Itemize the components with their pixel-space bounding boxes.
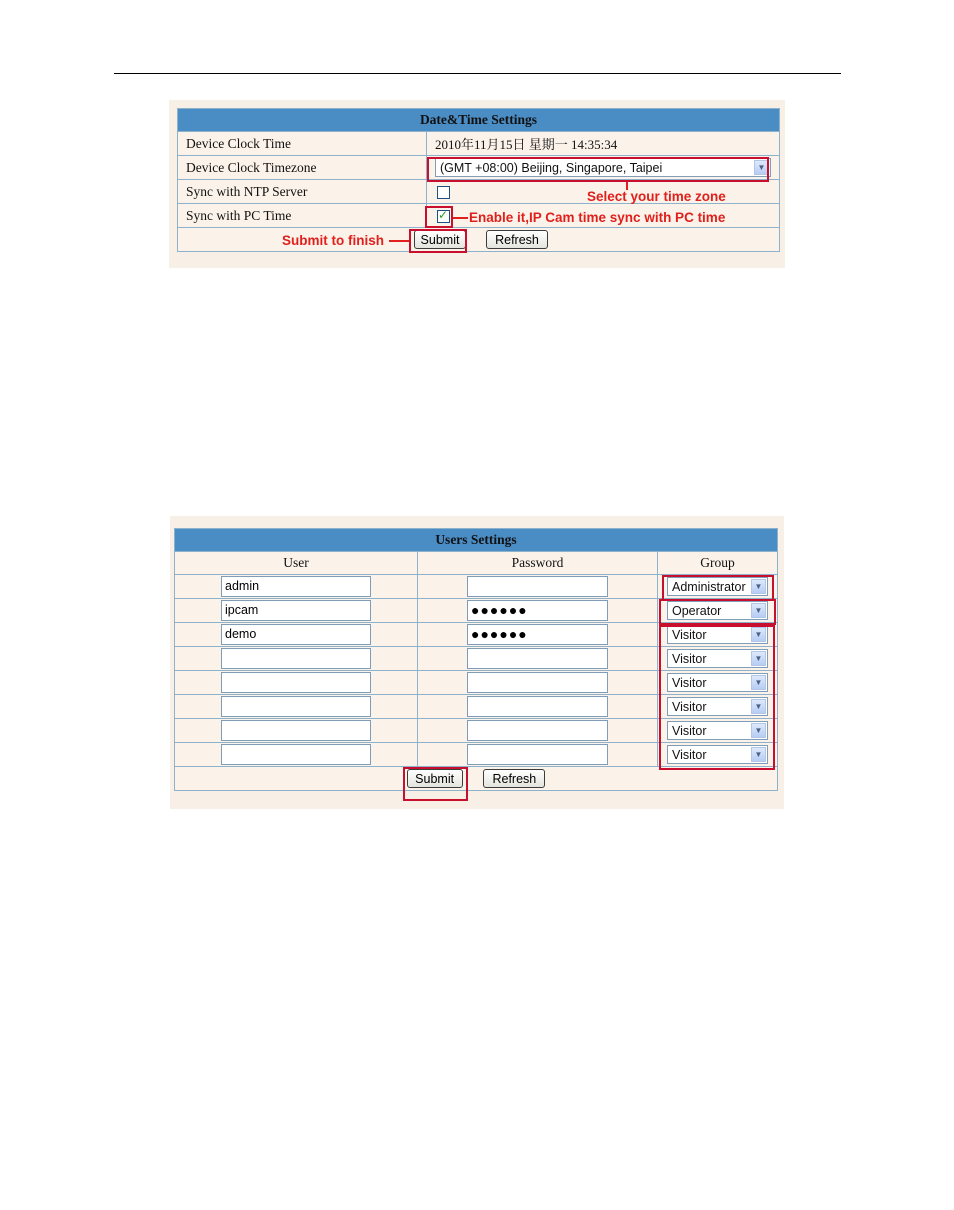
group-select-value: Visitor bbox=[672, 699, 707, 714]
visitor-groups-highlight bbox=[659, 625, 775, 770]
password-input[interactable] bbox=[467, 576, 608, 597]
group-select-value: Visitor bbox=[672, 747, 707, 762]
sync-pc-annotation: Enable it,IP Cam time sync with PC time bbox=[469, 210, 726, 225]
user-input[interactable] bbox=[221, 648, 371, 669]
sync-pc-highlight bbox=[425, 206, 453, 228]
users-submit-highlight bbox=[403, 767, 468, 801]
chevron-down-icon: ▼ bbox=[751, 699, 766, 714]
datetime-submit-button[interactable]: Submit bbox=[414, 230, 466, 249]
datetime-title: Date&Time Settings bbox=[178, 109, 780, 132]
password-input[interactable] bbox=[467, 720, 608, 741]
sync-pc-callout-line bbox=[453, 217, 468, 219]
users-title: Users Settings bbox=[175, 529, 778, 552]
column-header-password: Password bbox=[418, 552, 658, 575]
timezone-highlight bbox=[427, 157, 769, 182]
admin-group-highlight bbox=[662, 575, 774, 601]
password-input[interactable] bbox=[467, 744, 608, 765]
timezone-select-value: (GMT +08:00) Beijing, Singapore, Taipei bbox=[440, 160, 663, 175]
users-submit-button[interactable]: Submit bbox=[407, 769, 463, 788]
device-clock-time-value: 2010年11月15日 星期一 14:35:34 bbox=[427, 132, 780, 156]
group-select-value: Visitor bbox=[672, 675, 707, 690]
group-select-value: Operator bbox=[672, 603, 722, 618]
operator-group-highlight bbox=[659, 599, 776, 625]
user-input[interactable]: ipcam bbox=[221, 600, 371, 621]
label-sync-ntp: Sync with NTP Server bbox=[178, 180, 427, 204]
row-users-actions bbox=[175, 767, 778, 791]
chevron-down-icon: ▼ bbox=[751, 579, 766, 594]
user-input[interactable]: admin bbox=[221, 576, 371, 597]
submit-callout-line bbox=[389, 240, 409, 242]
chevron-down-icon: ▼ bbox=[754, 160, 769, 175]
group-select-value: Administrator bbox=[672, 579, 746, 594]
datetime-refresh-button[interactable]: Refresh bbox=[486, 230, 548, 249]
timezone-annotation: Select your time zone bbox=[587, 189, 726, 204]
sync-ntp-checkbox[interactable] bbox=[437, 186, 450, 199]
chevron-down-icon: ▼ bbox=[751, 651, 766, 666]
chevron-down-icon: ▼ bbox=[751, 723, 766, 738]
password-input[interactable] bbox=[467, 672, 608, 693]
submit-annotation: Submit to finish bbox=[282, 233, 384, 248]
label-sync-pc: Sync with PC Time bbox=[178, 204, 427, 228]
password-input[interactable] bbox=[467, 648, 608, 669]
label-device-clock-timezone: Device Clock Timezone bbox=[178, 156, 427, 180]
group-select-value: Visitor bbox=[672, 723, 707, 738]
row-device-clock-time bbox=[178, 132, 780, 156]
chevron-down-icon: ▼ bbox=[751, 627, 766, 642]
column-header-group: Group bbox=[658, 552, 778, 575]
datetime-submit-highlight bbox=[409, 229, 467, 253]
column-header-user: User bbox=[175, 552, 418, 575]
user-input[interactable]: demo bbox=[221, 624, 371, 645]
group-select-value: Visitor bbox=[672, 651, 707, 666]
user-input[interactable] bbox=[221, 672, 371, 693]
password-input[interactable]: ●●●●●● bbox=[467, 600, 608, 621]
chevron-down-icon: ▼ bbox=[751, 603, 766, 618]
user-input[interactable] bbox=[221, 720, 371, 741]
password-input[interactable] bbox=[467, 696, 608, 717]
chevron-down-icon: ▼ bbox=[751, 675, 766, 690]
group-select-value: Visitor bbox=[672, 627, 707, 642]
password-input[interactable]: ●●●●●● bbox=[467, 624, 608, 645]
row-datetime-actions bbox=[178, 228, 780, 252]
page-top-rule bbox=[114, 73, 841, 74]
user-input[interactable] bbox=[221, 696, 371, 717]
user-input[interactable] bbox=[221, 744, 371, 765]
chevron-down-icon: ▼ bbox=[751, 747, 766, 762]
label-device-clock-time: Device Clock Time bbox=[178, 132, 427, 156]
users-refresh-button[interactable]: Refresh bbox=[483, 769, 545, 788]
